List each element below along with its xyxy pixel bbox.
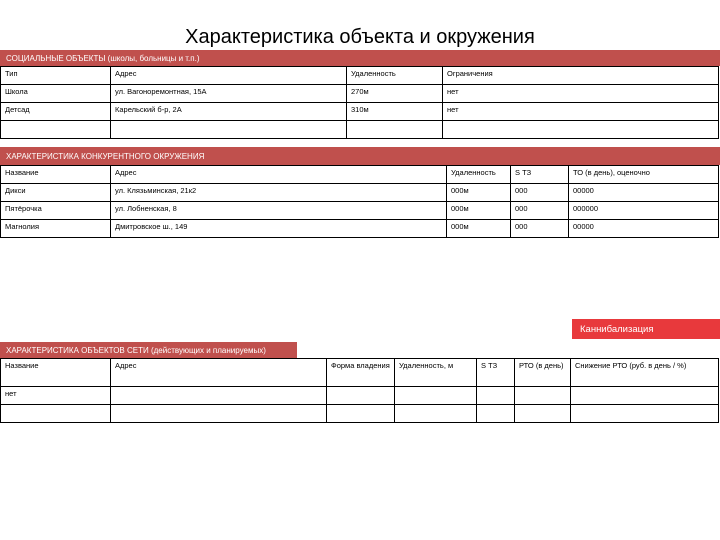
column-header: Название: [1, 359, 111, 387]
table-cell: Школа: [1, 85, 111, 103]
network-objects-table: [0, 358, 719, 423]
table-cell: [111, 387, 327, 405]
table-cell: [395, 387, 477, 405]
table-cell: 00000: [569, 184, 719, 202]
table-cell: [327, 405, 395, 423]
column-header: ТО (в день), оценочно: [569, 166, 719, 184]
social-section-title: СОЦИАЛЬНЫЕ ОБЪЕКТЫ (школы, больницы и т.п.): [6, 53, 200, 63]
table-cell: [1, 121, 111, 139]
competitors-section-header: [0, 147, 720, 165]
table-cell: [443, 121, 719, 139]
column-header: Адрес: [111, 67, 347, 85]
column-header: S ТЗ: [477, 359, 515, 387]
cannibalization-badge: [572, 319, 720, 339]
table-cell: 000м: [447, 184, 511, 202]
table-cell: ул. Вагоноремонтная, 15А: [111, 85, 347, 103]
table-cell: [111, 405, 327, 423]
table-header-row: [1, 359, 719, 387]
table-cell: [571, 387, 719, 405]
table-cell: 270м: [347, 85, 443, 103]
column-header: Удаленность: [347, 67, 443, 85]
table-header-row: [1, 166, 719, 184]
table-cell: Дмитровское ш., 149: [111, 220, 447, 238]
column-header: Ограничения: [443, 67, 719, 85]
table-cell: [347, 121, 443, 139]
table-cell: [111, 121, 347, 139]
table-row: [1, 103, 719, 121]
table-header-row: [1, 67, 719, 85]
social-section-header: [0, 50, 720, 66]
table-cell: [477, 405, 515, 423]
network-section-header: [0, 342, 297, 358]
table-row: [1, 220, 719, 238]
table-cell: [395, 405, 477, 423]
table-cell: ул. Лобненская, 8: [111, 202, 447, 220]
table-row: [1, 202, 719, 220]
table-cell: [515, 387, 571, 405]
competitors-table: [0, 165, 719, 238]
column-header: Название: [1, 166, 111, 184]
table-cell: 00000: [569, 220, 719, 238]
column-header: Удаленность: [447, 166, 511, 184]
table-row: [1, 184, 719, 202]
table-cell: ул. Клязьминская, 21к2: [111, 184, 447, 202]
table-cell: 000000: [569, 202, 719, 220]
table-cell: нет: [443, 85, 719, 103]
table-cell: Карельский б-р, 2А: [111, 103, 347, 121]
page-title: Характеристика объекта и окружения: [185, 26, 535, 48]
table-cell: 000: [511, 184, 569, 202]
column-header: S ТЗ: [511, 166, 569, 184]
table-cell: 000м: [447, 202, 511, 220]
column-header: Удаленность, м: [395, 359, 477, 387]
table-cell: Детсад: [1, 103, 111, 121]
column-header: Форма владения: [327, 359, 395, 387]
table-cell: [477, 387, 515, 405]
social-objects-table: [0, 66, 719, 139]
column-header: Снижение РТО (руб. в день / %): [571, 359, 719, 387]
table-cell: [571, 405, 719, 423]
table-row: [1, 121, 719, 139]
table-cell: [327, 387, 395, 405]
table-row: [1, 85, 719, 103]
table-cell: нет: [443, 103, 719, 121]
network-section-title: ХАРАКТЕРИСТИКА ОБЪЕКТОВ СЕТИ (действующих и планируемых): [6, 345, 266, 355]
table-cell: [1, 405, 111, 423]
column-header: РТО (в день): [515, 359, 571, 387]
table-cell: 000м: [447, 220, 511, 238]
table-cell: 000: [511, 202, 569, 220]
table-cell: Магнолия: [1, 220, 111, 238]
column-header: Адрес: [111, 359, 327, 387]
table-cell: Пятёрочка: [1, 202, 111, 220]
column-header: Адрес: [111, 166, 447, 184]
table-cell: 310м: [347, 103, 443, 121]
table-cell: нет: [1, 387, 111, 405]
table-row: [1, 405, 719, 423]
cannibalization-label: Каннибализация: [580, 323, 654, 335]
table-cell: [515, 405, 571, 423]
competitors-section-title: ХАРАКТЕРИСТИКА КОНКУРЕНТНОГО ОКРУЖЕНИЯ: [6, 151, 205, 161]
table-cell: Дикси: [1, 184, 111, 202]
table-cell: 000: [511, 220, 569, 238]
column-header: Тип: [1, 67, 111, 85]
table-row: [1, 387, 719, 405]
